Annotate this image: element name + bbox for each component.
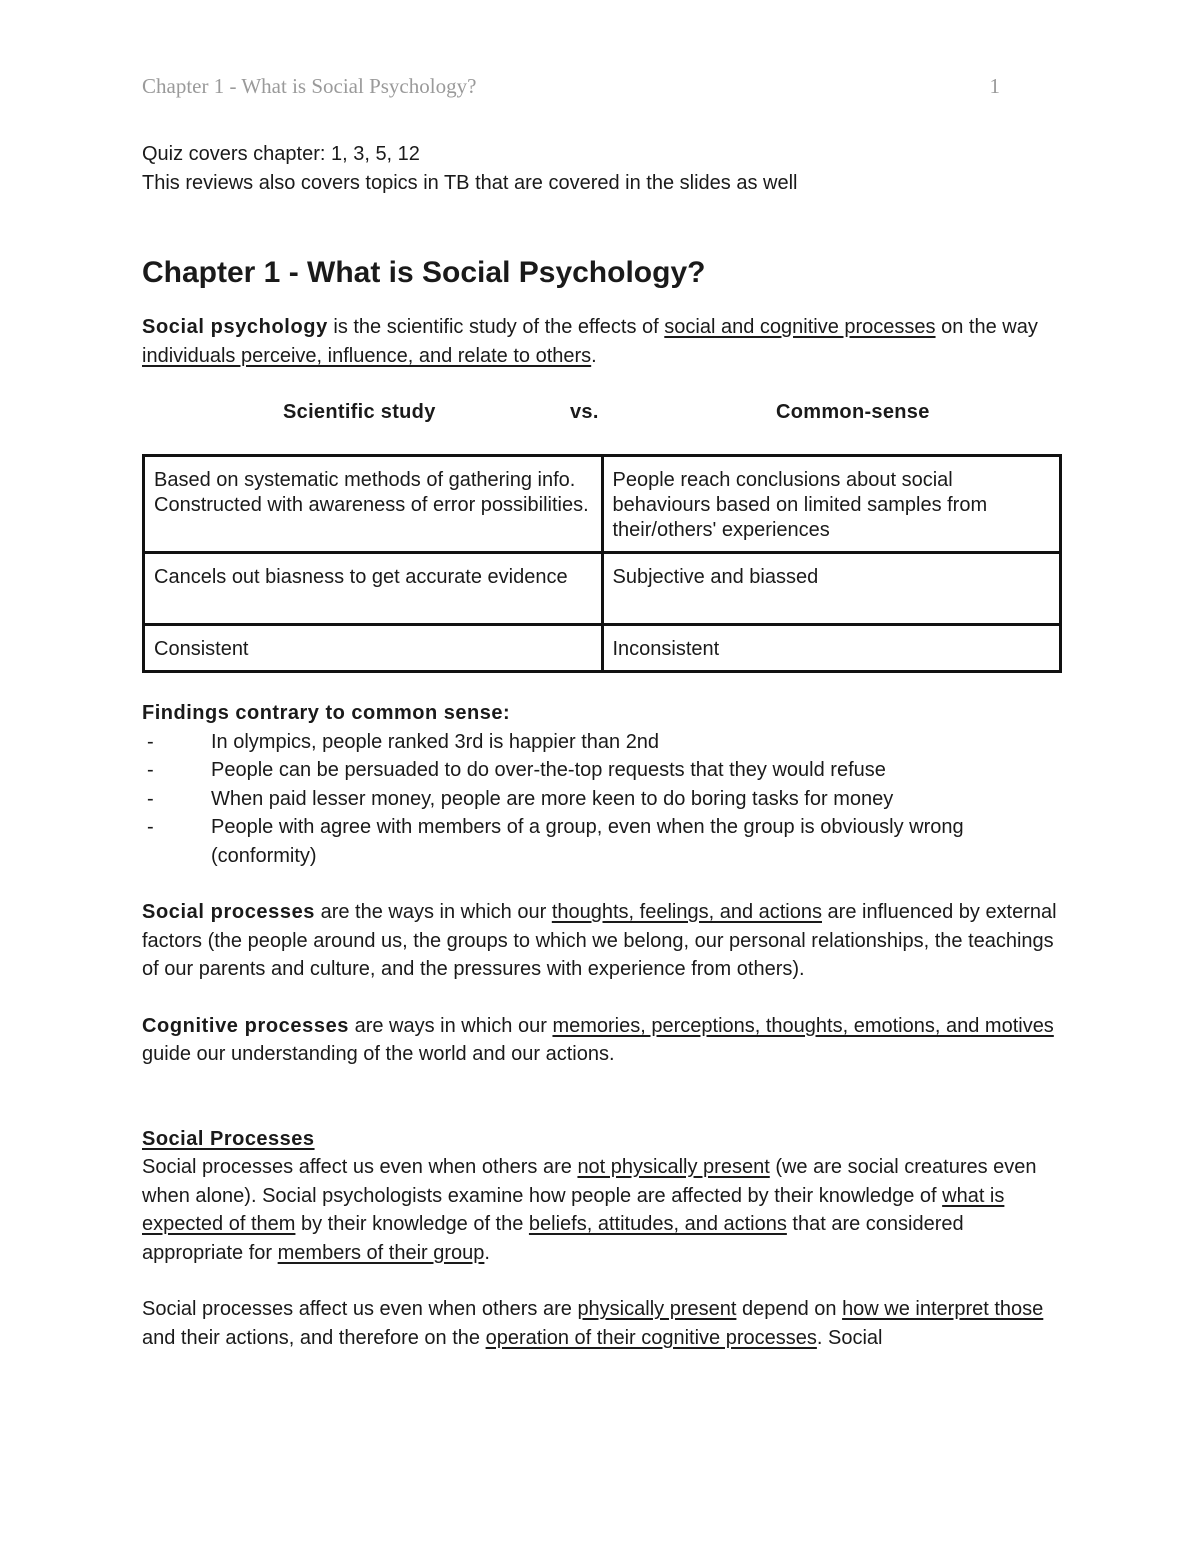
- list-bullet: -: [147, 759, 154, 781]
- list-item: [142, 756, 1062, 785]
- definition-underlined: individuals perceive, influence, and relate to others: [142, 344, 592, 367]
- list-item: [142, 728, 1062, 757]
- table-row: [144, 456, 1061, 553]
- list-bullet: -: [147, 787, 154, 810]
- definition-underlined: thoughts, feelings, and actions: [551, 901, 822, 923]
- quiz-coverage-line: Quiz covers chapter: 1, 3, 5, 12: [142, 143, 420, 165]
- list-item: [142, 785, 1062, 814]
- scientific-study-label: Scientific study: [283, 401, 436, 423]
- paragraph-text: Social processes affect us even when others are: [142, 1156, 578, 1178]
- comparison-header: [142, 398, 1062, 426]
- definition-text: .: [591, 344, 597, 367]
- review-coverage-line: This reviews also covers topics in TB that are covered in the slides as well: [142, 171, 798, 194]
- paragraph-text: and their actions, and therefore on the: [142, 1326, 486, 1349]
- paragraph-underlined: what is expected of them: [142, 1184, 1005, 1235]
- cognitive-processes-definition: [142, 1012, 1062, 1069]
- findings-list: [142, 728, 1062, 871]
- table-cell-scientific: Cancels out biasness to get accurate evidence: [144, 553, 603, 625]
- definition-underlined: memories, perceptions, thoughts, emotions, and motives: [552, 1014, 1054, 1037]
- versus-label: vs.: [570, 401, 599, 423]
- section-heading-social-processes: Social Processes: [142, 1127, 315, 1150]
- paragraph-text: (we are social creatures even when alone). Social psychologists examine how people are affected by their knowledge of: [142, 1156, 1037, 1207]
- list-item-text: When paid lesser money, people are more keen to do boring tasks for money: [211, 787, 894, 810]
- list-bullet: -: [147, 816, 154, 838]
- table-cell-scientific: Based on systematic methods of gathering info. Constructed with awareness of error possibilities.: [144, 456, 603, 553]
- list-bullet: -: [147, 730, 154, 753]
- list-item-text: People with agree with members of a group, even when the group is obviously wrong (conformity): [211, 816, 964, 867]
- paragraph-text: Social processes affect us even when others are: [142, 1298, 578, 1320]
- running-header-title: Chapter 1 - What is Social Psychology?: [142, 74, 477, 98]
- definition-text: on the way: [935, 316, 1038, 338]
- definition-term: Cognitive processes: [142, 1014, 350, 1037]
- paragraph-text: that are considered appropriate for: [142, 1213, 964, 1264]
- definition-text: are ways in which our: [349, 1014, 553, 1037]
- social-psychology-definition: [142, 313, 1062, 370]
- paragraph-underlined: how we interpret those: [842, 1298, 1044, 1320]
- list-item: [142, 813, 1062, 870]
- definition-term: Social psychology: [142, 316, 328, 338]
- running-header: [142, 74, 1000, 99]
- table-cell-scientific: Consistent: [144, 625, 603, 672]
- definition-underlined: social and cognitive processes: [664, 316, 936, 338]
- paragraph-underlined: beliefs, attitudes, and actions: [528, 1213, 787, 1235]
- paragraph-underlined: members of their group: [277, 1241, 485, 1264]
- table-cell-common-sense: People reach conclusions about social behaviours based on limited samples from their/others' experiences: [602, 456, 1061, 553]
- intro-block: [142, 140, 1062, 197]
- definition-text: are the ways in which our: [315, 901, 552, 923]
- social-processes-paragraph-2: [142, 1295, 1062, 1352]
- findings-title: Findings contrary to common sense:: [142, 702, 511, 724]
- comparison-table: [142, 454, 1062, 673]
- list-item-text: In olympics, people ranked 3rd is happier than 2nd: [211, 730, 660, 753]
- social-processes-paragraph-1: [142, 1153, 1062, 1267]
- paragraph-text: .: [484, 1241, 490, 1264]
- definition-term: Social processes: [142, 901, 316, 923]
- table-cell-common-sense: Inconsistent: [602, 625, 1061, 672]
- paragraph-underlined: operation of their cognitive processes: [485, 1326, 817, 1349]
- definition-text: guide our understanding of the world and our actions.: [142, 1043, 615, 1065]
- table-row: [144, 553, 1061, 625]
- table-cell-common-sense: Subjective and biassed: [602, 553, 1061, 625]
- paragraph-text: . Social: [816, 1326, 883, 1349]
- paragraph-text: by their knowledge of the: [295, 1213, 529, 1235]
- definition-text: are influenced by external factors (the people around us, the groups to which we belong, our personal relationships, the teachings of our parents and culture, and the pressures with experience from others).: [142, 901, 1057, 980]
- social-processes-definition: [142, 898, 1062, 984]
- chapter-title: Chapter 1 - What is Social Psychology?: [142, 256, 706, 289]
- definition-text: is the scientific study of the effects of: [327, 316, 665, 338]
- document-body: [142, 140, 1062, 1352]
- paragraph-underlined: physically present: [577, 1298, 737, 1320]
- paragraph-text: depend on: [736, 1298, 843, 1320]
- common-sense-label: Common-sense: [776, 401, 930, 423]
- paragraph-underlined: not physically present: [577, 1156, 770, 1178]
- page-number: 1: [989, 74, 1000, 98]
- list-item-text: People can be persuaded to do over-the-top requests that they would refuse: [211, 759, 886, 781]
- table-row: [144, 625, 1061, 672]
